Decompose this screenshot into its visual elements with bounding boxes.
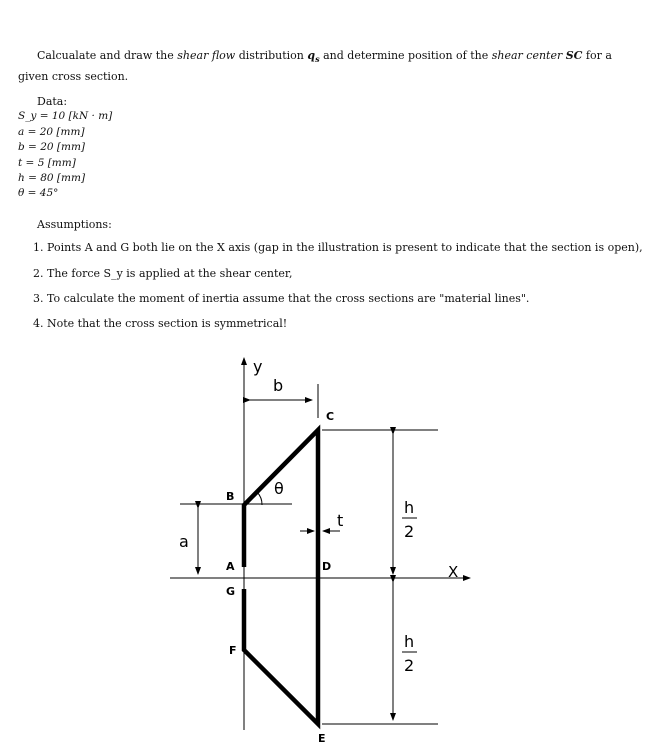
point-g-label: G <box>226 585 236 598</box>
data-t: t = 5 [mm] <box>18 157 76 169</box>
assumption-1: 1. Points A and G both lie on the X axis (gap in the illustration is present to indicate that the section is open), <box>33 241 643 254</box>
intro-pre: Calcualate and draw the <box>37 49 178 62</box>
point-f-label: F <box>229 644 237 657</box>
point-b-label: B <box>226 490 235 503</box>
assumption-4: 4. Note that the cross section is symmetrical! <box>33 317 288 330</box>
data-title: Data: <box>37 95 68 108</box>
term-shear-flow: shear flow <box>177 49 236 62</box>
point-a-label: A <box>226 560 235 573</box>
dim-b-label: b <box>273 376 284 395</box>
data-sy: S_y = 10 [kN · m] <box>18 110 113 122</box>
data-a: a = 20 [mm] <box>18 126 85 138</box>
h-lower-num: h <box>404 632 415 651</box>
term-shear-center: shear center <box>491 49 563 62</box>
x-axis-label: X <box>448 563 459 581</box>
point-d-label: D <box>322 560 332 573</box>
h-upper-den: 2 <box>404 522 415 541</box>
h-lower-den: 2 <box>404 656 415 675</box>
intro-mid2: and determine position of the <box>319 49 492 62</box>
assumption-2: 2. The force S_y is applied at the shear center, <box>33 267 293 280</box>
intro-post: for a given cross section. <box>18 49 612 84</box>
symbol-q: $q_s$ <box>307 49 320 65</box>
section-lower <box>244 578 318 724</box>
assumptions-title: Assumptions: <box>37 218 112 231</box>
h-upper-num: h <box>404 498 415 517</box>
y-axis-label: y <box>253 357 263 376</box>
data-b: b = 20 [mm] <box>18 141 85 153</box>
theta-label: θ <box>274 479 284 498</box>
point-c-label: C <box>326 410 335 423</box>
assumption-3: 3. To calculate the moment of inertia assume that the cross sections are "material lines". <box>33 292 530 305</box>
symbol-sc: SC <box>565 49 583 62</box>
dim-t-label: t <box>337 511 344 530</box>
intro-mid1: distribution <box>235 49 308 62</box>
point-e-label: E <box>318 732 326 745</box>
data-h: h = 80 [mm] <box>18 172 86 184</box>
dim-a-label: a <box>179 532 189 551</box>
data-theta: θ = 45° <box>18 187 59 199</box>
